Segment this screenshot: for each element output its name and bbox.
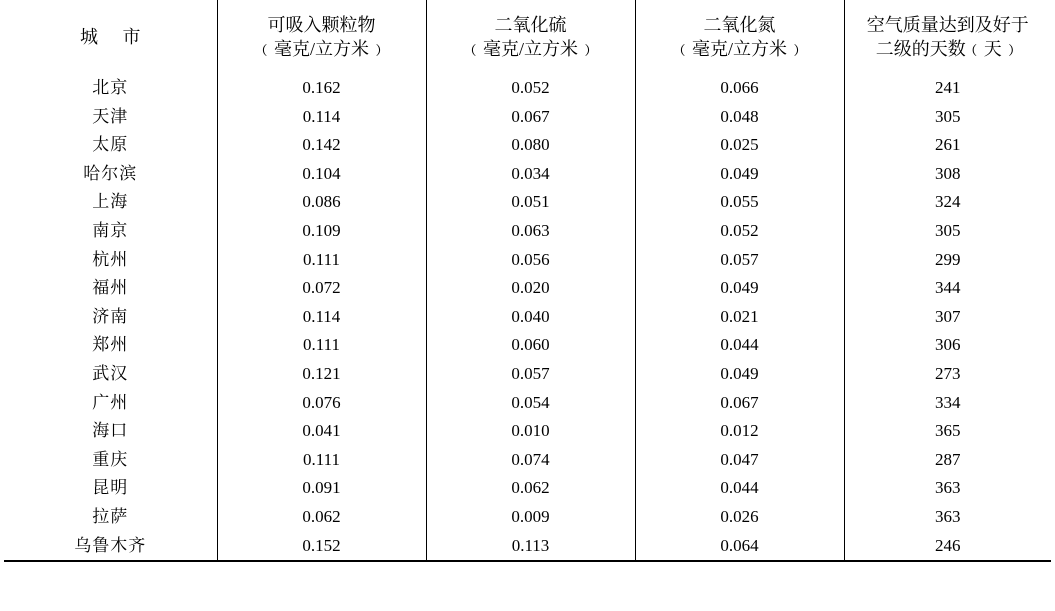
table-row [4,217,1051,246]
table-row [4,188,1051,217]
cell-so2: 0.067 [426,103,635,132]
cell-no2: 0.048 [635,103,844,132]
cell-days: 241 [935,78,961,97]
cell-no2: 0.052 [635,217,844,246]
column-header-no2-unit: ﹙毫克/立方米﹚ [673,39,805,59]
cell-so2: 0.056 [426,246,635,275]
cell-no2: 0.044 [635,474,844,503]
cell-city: 武汉 [4,360,217,389]
cell-pm: 0.109 [217,217,426,246]
column-header-so2-label: 二氧化硫 [494,14,567,35]
column-header-pm-label: 可吸入颗粒物 [267,14,376,35]
cell-so2: 0.009 [426,503,635,532]
cell-so2: 0.034 [426,160,635,189]
column-header-city [4,0,217,74]
table-row [4,103,1051,132]
table-row [4,503,1051,532]
cell-city: 济南 [4,303,217,332]
cell-days: 287 [935,449,961,469]
table-row [4,274,1051,303]
column-header-pm-unit: ﹙毫克/立方米﹚ [255,39,387,59]
cell-so2: 0.113 [426,532,635,562]
table-row [4,160,1051,189]
cell-pm: 0.041 [217,417,426,446]
cell-city: 福州 [4,274,217,303]
cell-no2: 0.064 [635,532,844,562]
cell-days: 324 [935,192,961,212]
column-header-days [844,0,1051,74]
cell-days: 261 [935,135,961,155]
cell-pm: 0.062 [217,503,426,532]
cell-so2: 0.057 [426,360,635,389]
cell-city: 昆明 [4,474,217,503]
table-row [4,360,1051,389]
cell-no2: 0.067 [635,389,844,418]
cell-pm: 0.121 [217,360,426,389]
cell-no2: 0.012 [635,417,844,446]
cell-no2: 0.026 [635,503,844,532]
column-header-no2 [635,0,844,74]
cell-pm: 0.086 [217,188,426,217]
cell-days: 305 [935,106,961,126]
cell-pm: 0.142 [217,131,426,160]
table-row [4,532,1051,562]
table-body [4,74,1051,561]
cell-city: 上海 [4,188,217,217]
cell-pm: 0.114 [217,303,426,332]
cell-days: 363 [935,506,961,526]
cell-days: 344 [935,278,961,298]
table-row [4,474,1051,503]
cell-no2: 0.055 [635,188,844,217]
air-quality-table [4,0,1051,562]
cell-city: 哈尔滨 [4,160,217,189]
cell-so2: 0.040 [426,303,635,332]
cell-city: 广州 [4,389,217,418]
cell-days: 308 [935,163,961,183]
cell-city: 太原 [4,131,217,160]
cell-pm: 0.162 [217,74,426,103]
column-header-so2 [426,0,635,74]
cell-no2: 0.021 [635,303,844,332]
cell-days: 334 [935,392,961,412]
cell-city: 北京 [4,74,217,103]
cell-city: 郑州 [4,331,217,360]
table-row [4,74,1051,103]
table-row [4,389,1051,418]
cell-pm: 0.114 [217,103,426,132]
cell-no2: 0.025 [635,131,844,160]
table-row [4,246,1051,275]
table-header [4,0,1051,74]
column-header-no2-label: 二氧化氮 [703,14,776,35]
cell-no2: 0.049 [635,274,844,303]
cell-days: 307 [935,306,961,326]
column-header-pm [217,0,426,74]
cell-so2: 0.054 [426,389,635,418]
cell-days: 306 [935,335,961,355]
cell-pm: 0.091 [217,474,426,503]
cell-city: 南京 [4,217,217,246]
cell-so2: 0.080 [426,131,635,160]
column-header-days-unit: 二级的天数﹙天﹚ [875,39,1020,59]
cell-days: 273 [935,363,961,383]
cell-no2: 0.066 [635,74,844,103]
cell-so2: 0.020 [426,274,635,303]
header-row [4,0,1051,74]
table-row [4,331,1051,360]
cell-no2: 0.044 [635,331,844,360]
cell-no2: 0.057 [635,246,844,275]
cell-so2: 0.063 [426,217,635,246]
column-header-days-label: 空气质量达到及好于 [866,14,1029,35]
cell-so2: 0.051 [426,188,635,217]
cell-days: 363 [935,478,961,498]
cell-so2: 0.062 [426,474,635,503]
cell-so2: 0.010 [426,417,635,446]
table-row [4,131,1051,160]
cell-city: 拉萨 [4,503,217,532]
cell-pm: 0.152 [217,532,426,562]
cell-pm: 0.104 [217,160,426,189]
cell-pm: 0.111 [217,331,426,360]
table-row [4,417,1051,446]
cell-pm: 0.072 [217,274,426,303]
cell-pm: 0.111 [217,446,426,475]
table-row [4,303,1051,332]
cell-days: 365 [935,421,961,441]
cell-so2: 0.074 [426,446,635,475]
cell-so2: 0.060 [426,331,635,360]
cell-city: 重庆 [4,446,217,475]
cell-days: 299 [935,249,961,269]
cell-city: 杭州 [4,246,217,275]
cell-city: 天津 [4,103,217,132]
cell-days: 305 [935,220,961,240]
table-row [4,446,1051,475]
cell-pm: 0.076 [217,389,426,418]
cell-so2: 0.052 [426,74,635,103]
cell-no2: 0.049 [635,160,844,189]
cell-pm: 0.111 [217,246,426,275]
cell-no2: 0.049 [635,360,844,389]
cell-city: 海口 [4,417,217,446]
column-header-so2-unit: ﹙毫克/立方米﹚ [464,39,596,59]
cell-days: 246 [844,532,1051,562]
cell-city: 乌鲁木齐 [4,532,217,562]
column-header-city-label: 城 市 [80,26,151,47]
cell-no2: 0.047 [635,446,844,475]
